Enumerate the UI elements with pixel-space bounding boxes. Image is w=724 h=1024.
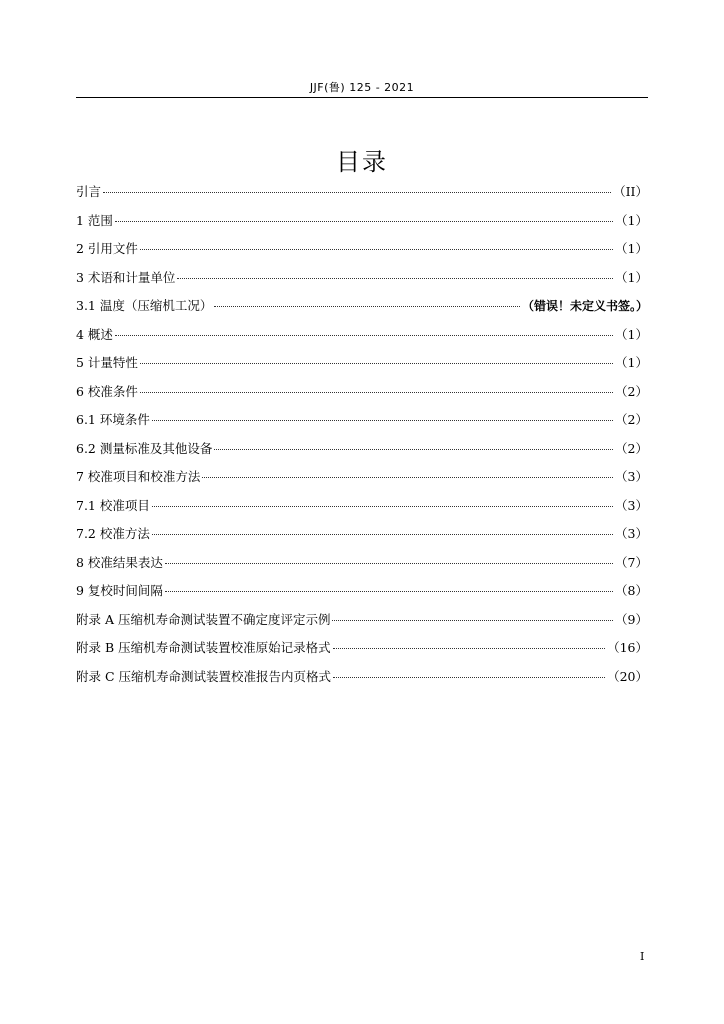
- toc-label: 附录 C 压缩机寿命测试装置校准报告内页格式: [76, 668, 332, 684]
- toc-label: 5 计量特性: [76, 355, 138, 370]
- toc-leader-dots: [214, 306, 520, 307]
- toc-leader-dots: [214, 449, 613, 450]
- table-of-contents: [76, 182, 648, 695]
- toc-entry[interactable]: [76, 581, 648, 610]
- toc-entry[interactable]: [76, 496, 648, 525]
- toc-page-number: （20）: [607, 668, 648, 684]
- toc-page-number: （1）: [615, 269, 648, 285]
- toc-label: 6.2 测量标准及其他设备: [76, 440, 213, 456]
- toc-leader-dots: [333, 677, 605, 678]
- toc-page-number: （3）: [615, 469, 648, 484]
- toc-label: 6.1 环境条件: [76, 412, 150, 427]
- toc-page-number: （2）: [615, 383, 648, 399]
- toc-leader-dots: [333, 648, 605, 649]
- toc-label: 附录 B 压缩机寿命测试装置校准原始记录格式: [76, 640, 331, 655]
- toc-label: 1 范围: [76, 212, 113, 228]
- toc-leader-dots: [165, 591, 613, 592]
- toc-page-number: （3）: [615, 526, 648, 541]
- toc-page-number: （II）: [613, 184, 648, 199]
- toc-label: 引言: [76, 184, 102, 199]
- toc-label: 7.2 校准方法: [76, 526, 150, 541]
- toc-page-number: （16）: [607, 640, 648, 655]
- toc-label: 附录 A 压缩机寿命测试装置不确定度评定示例: [76, 611, 331, 627]
- toc-page-number: （3）: [615, 497, 648, 513]
- toc-entry[interactable]: [76, 182, 648, 211]
- toc-entry[interactable]: [76, 667, 648, 696]
- toc-label: 4 概述: [76, 326, 113, 342]
- toc-page-number: （2）: [615, 440, 648, 456]
- document-header: JJF(鲁) 125 - 2021: [309, 81, 415, 94]
- page-title: 目录: [336, 148, 388, 176]
- toc-page-number: （1）: [615, 241, 648, 256]
- toc-leader-dots: [152, 534, 613, 535]
- toc-leader-dots: [332, 620, 613, 621]
- toc-entry[interactable]: [76, 239, 648, 268]
- toc-page-number: （1）: [615, 355, 648, 370]
- toc-entry[interactable]: [76, 410, 648, 439]
- toc-label: 2 引用文件: [76, 241, 138, 256]
- toc-page-number: （2）: [615, 412, 648, 427]
- toc-page-number: （1）: [615, 326, 648, 342]
- toc-label: 6 校准条件: [76, 383, 138, 399]
- header-rule: [76, 97, 648, 98]
- toc-leader-dots: [152, 506, 613, 507]
- toc-label: 8 校准结果表达: [76, 554, 163, 570]
- page-number: I: [640, 950, 645, 963]
- toc-page-number: （7）: [615, 554, 648, 570]
- toc-entry[interactable]: [76, 268, 648, 297]
- toc-label: 9 复校时间间隔: [76, 583, 163, 598]
- toc-page-error: （错误！未定义书签。）: [521, 299, 648, 313]
- toc-leader-dots: [140, 249, 613, 250]
- toc-entry[interactable]: [76, 439, 648, 468]
- toc-label: 7 校准项目和校准方法: [76, 469, 201, 484]
- toc-page-number: （8）: [615, 583, 648, 598]
- toc-label: 3 术语和计量单位: [76, 269, 176, 285]
- toc-entry[interactable]: [76, 553, 648, 582]
- toc-entry[interactable]: [76, 296, 648, 325]
- toc-entry[interactable]: [76, 382, 648, 411]
- toc-page-number: （1）: [615, 212, 648, 228]
- toc-leader-dots: [140, 392, 613, 393]
- toc-leader-dots: [165, 563, 613, 564]
- toc-entry[interactable]: [76, 353, 648, 382]
- toc-label: 3.1 温度（压缩机工况）: [76, 298, 213, 313]
- toc-leader-dots: [140, 363, 613, 364]
- toc-entry[interactable]: [76, 610, 648, 639]
- toc-entry[interactable]: [76, 325, 648, 354]
- toc-leader-dots: [202, 477, 613, 478]
- toc-entry[interactable]: [76, 524, 648, 553]
- toc-leader-dots: [152, 420, 613, 421]
- toc-entry[interactable]: [76, 467, 648, 496]
- toc-entry[interactable]: [76, 211, 648, 240]
- toc-leader-dots: [103, 192, 611, 193]
- toc-leader-dots: [177, 278, 613, 279]
- toc-label: 7.1 校准项目: [76, 497, 150, 513]
- toc-page-number: （9）: [615, 611, 648, 627]
- toc-leader-dots: [115, 335, 613, 336]
- toc-entry[interactable]: [76, 638, 648, 667]
- toc-leader-dots: [115, 221, 613, 222]
